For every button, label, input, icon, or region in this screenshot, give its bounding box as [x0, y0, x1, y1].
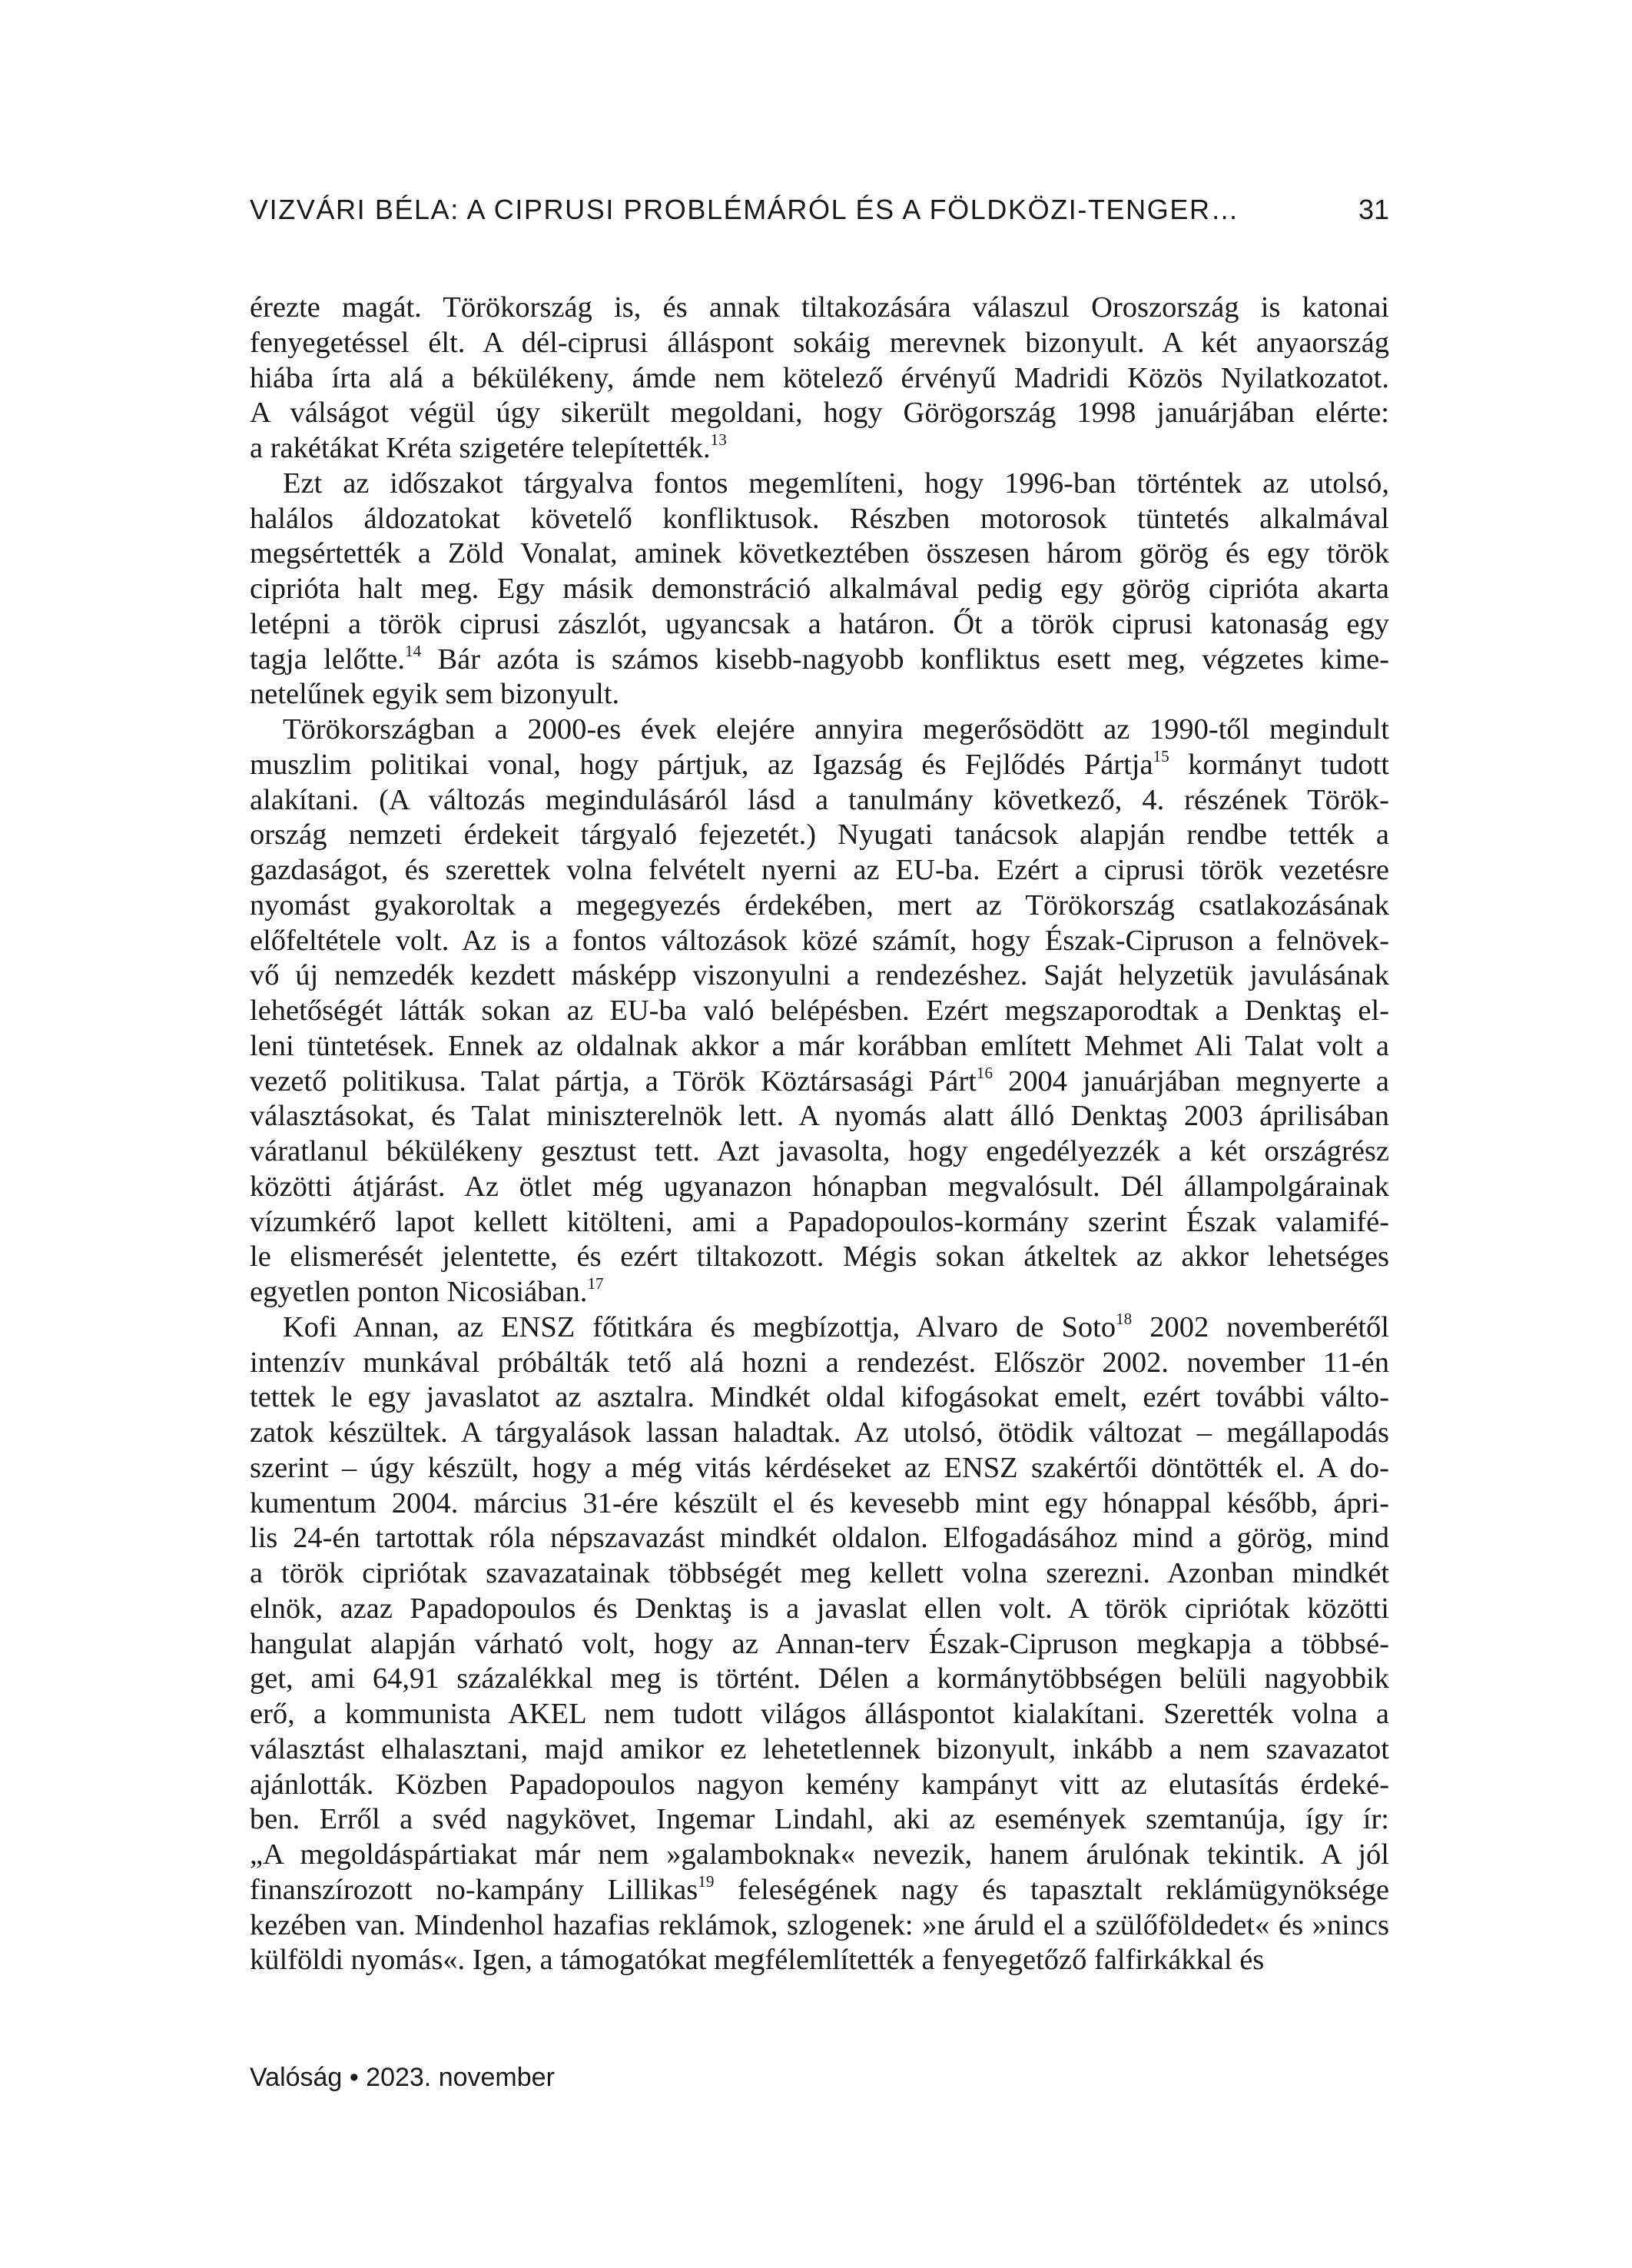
text-line	[250, 1802, 1389, 1838]
issue-date: 2023. november	[366, 2063, 555, 2092]
line-text: lis 24-én tartottak róla népszavazást mindkét oldalon. Elfogadásához mind a görög, mind	[250, 1522, 1389, 1555]
text-line	[250, 291, 1389, 326]
line-text: intenzív munkával próbálták tető alá hozni a rendezést. Először 2002. november 11-én	[250, 1346, 1389, 1379]
line-text: gazdaságot, és szerettek volna felvételt nyerni az EU-ba. Ezért a ciprusi török vezetésre	[250, 854, 1389, 886]
footnote-marker[interactable]: 14	[404, 642, 422, 660]
line-text: zatok készültek. A tárgyalások lassan haladtak. Az utolsó, ötödik változat – megállapodás	[250, 1416, 1389, 1449]
line-text-continued: 2002 novemberétől	[1132, 1310, 1389, 1343]
text-line	[250, 1662, 1389, 1697]
text-line	[250, 1134, 1389, 1170]
line-text: ben. Erről a svéd nagykövet, Ingemar Lindahl, aki az események szemtanúja, így ír:	[250, 1803, 1389, 1836]
article-body	[250, 291, 1389, 1978]
text-line	[250, 1732, 1389, 1768]
line-text: választást elhalasztani, majd amikor ez lehetetlennek bizonyult, inkább a nem szavazatot	[250, 1732, 1389, 1765]
text-line	[250, 924, 1389, 959]
line-text: közötti átjárást. Az ötlet még ugyanazon hónapban megvalósult. Dél állampolgárainak	[250, 1170, 1389, 1203]
line-text: netelűnek egyik sem bizonyult.	[250, 678, 620, 711]
bullet-separator: •	[349, 2063, 359, 2092]
text-line	[250, 1310, 1389, 1346]
journal-name: Valóság	[250, 2063, 343, 2092]
line-text: ajánlották. Közben Papadopoulos nagyon kemény kampányt vitt az elutasítás érdeké-	[250, 1768, 1389, 1801]
line-text: váratlanul békülékeny gesztust tett. Azt javasolta, hogy engedélyezzék a két országrész	[250, 1135, 1389, 1167]
text-line	[250, 748, 1389, 783]
line-text: érezte magát. Törökország is, és annak tiltakozására válaszul Oroszország is katonai	[250, 291, 1389, 324]
text-line	[250, 326, 1389, 361]
line-text-continued: Bár azóta is számos kisebb-nagyobb konfliktus esett meg, végzetes kime-	[421, 643, 1389, 676]
text-line	[250, 643, 1389, 678]
text-line	[250, 1697, 1389, 1732]
line-text: tagja lelőtte.	[250, 643, 405, 676]
page-number: 31	[1358, 194, 1389, 225]
footnote-marker[interactable]: 19	[698, 1872, 715, 1891]
line-text-continued: 2004 januárjában megnyerte a	[993, 1064, 1389, 1097]
paragraph	[250, 291, 1389, 467]
line-text: fenyegetéssel élt. A dél-ciprusi álláspont sokáig merevnek bizonyult. A két anyaország	[250, 326, 1389, 359]
text-line	[250, 677, 1389, 712]
line-text: A válságot végül úgy sikerült megoldani, hogy Görögország 1998 januárjában elérte:	[250, 397, 1389, 430]
line-text: leni tüntetések. Ennek az oldalnak akkor a már korábban említett Mehmet Ali Talat volt a	[250, 1029, 1389, 1062]
line-text-continued: kormányt tudott	[1169, 748, 1389, 781]
line-text: vezető politikusa. Talat pártja, a Török Köztársasági Párt	[250, 1064, 977, 1097]
text-line	[250, 783, 1389, 819]
text-line	[250, 431, 1389, 467]
text-line	[250, 572, 1389, 607]
text-line	[250, 1380, 1389, 1416]
line-text: get, ami 64,91 százalékkal meg is történt. Délen a kormánytöbbségen belüli nagyobbik	[250, 1662, 1389, 1695]
footnote-marker[interactable]: 17	[587, 1275, 604, 1293]
running-title: VIZVÁRI BÉLA: A CIPRUSI PROBLÉMÁRÓL ÉS A FÖLDKÖZI-TENGER…	[250, 194, 1240, 225]
text-line	[250, 1170, 1389, 1205]
line-text: le elismerését jelentette, és ezért tiltakozott. Mégis sokan átkeltek az akkor lehetséges	[250, 1240, 1389, 1273]
text-line	[250, 888, 1389, 924]
text-line	[250, 818, 1389, 853]
line-text: elnök, azaz Papadopoulos és Denktaş is a javaslat ellen volt. A török cipriótak közötti	[250, 1592, 1389, 1625]
running-header	[250, 194, 1389, 224]
line-text: a rakétákat Kréta szigetére telepítették.	[250, 432, 711, 464]
line-text: finanszírozott no-kampány Lillikas	[250, 1873, 698, 1906]
line-text: megsértették a Zöld Vonalat, aminek következtében összesen három görög és egy török	[250, 537, 1389, 570]
text-line	[250, 1943, 1389, 1978]
footnote-marker[interactable]: 13	[710, 431, 727, 450]
line-text: előfeltétele volt. Az is a fontos változások közé számít, hogy Észak-Cipruson a felnövek-	[250, 924, 1389, 957]
line-text: halálos áldozatokat követelő konfliktusok. Részben motorosok tüntetés alkalmával	[250, 502, 1389, 535]
line-text: Törökországban a 2000-es évek elejére annyira megerősödött az 1990-től megindult	[283, 713, 1389, 745]
text-line	[250, 1416, 1389, 1451]
line-text: a török cipriótak szavazatainak többségét meg kellett volna szerezni. Azonban mindkét	[250, 1557, 1389, 1589]
paragraph	[250, 467, 1389, 712]
footnote-marker[interactable]: 16	[976, 1064, 993, 1082]
text-line	[250, 1521, 1389, 1556]
text-line	[250, 853, 1389, 888]
text-line	[250, 1275, 1389, 1310]
text-line	[250, 1908, 1389, 1944]
text-line	[250, 1838, 1389, 1873]
line-text: alakítani. (A változás megindulásáról lásd a tanulmány következő, 4. részének Török-	[250, 783, 1389, 816]
text-line	[250, 361, 1389, 397]
text-line	[250, 958, 1389, 994]
line-text: ciprióta halt meg. Egy másik demonstráció alkalmával pedig egy görög ciprióta akarta	[250, 573, 1389, 605]
line-text: külföldi nyomás«. Igen, a támogatókat megfélemlítették a fenyegetőző falfirkákkal és	[250, 1944, 1265, 1977]
text-line	[250, 396, 1389, 431]
paragraph	[250, 712, 1389, 1310]
text-line	[250, 1627, 1389, 1662]
line-text: ország nemzeti érdekeit tárgyaló fejezetét.) Nyugati tanácsok alapján rendbe tették a	[250, 819, 1389, 852]
line-text-continued: feleségének nagy és tapasztalt reklámügynöksége	[714, 1873, 1389, 1906]
line-text: egyetlen ponton Nicosiában.	[250, 1276, 588, 1308]
text-line	[250, 1205, 1389, 1240]
line-text: letépni a török ciprusi zászlót, ugyancsak a határon. Őt a török ciprusi katonaság egy	[250, 607, 1389, 640]
line-text: vő új nemzedék kezdett másképp viszonyulni a rendezéshez. Saját helyzetük javulásának	[250, 959, 1389, 992]
line-text: erő, a kommunista AKEL nem tudott világos álláspontot kialakítani. Szerették volna a	[250, 1698, 1389, 1730]
line-text: Kofi Annan, az ENSZ főtitkára és megbízottja, Alvaro de Soto	[283, 1310, 1116, 1343]
text-line	[250, 994, 1389, 1029]
line-text: „A megoldáspártiakat már nem »galamboknak« nevezik, hanem árulónak tekintik. A jól	[250, 1838, 1389, 1871]
footnote-marker[interactable]: 15	[1153, 747, 1169, 765]
text-line	[250, 1451, 1389, 1486]
line-text: hangulat alapján várható volt, hogy az Annan-terv Észak-Cipruson megkapja a többsé-	[250, 1627, 1389, 1660]
paragraph	[250, 1310, 1389, 1978]
line-text: választásokat, és Talat miniszterelnök lett. A nyomás alatt álló Denktaş 2003 áprilisában	[250, 1100, 1389, 1133]
text-line	[250, 1346, 1389, 1381]
text-line	[250, 1064, 1389, 1100]
page-footer	[250, 2063, 555, 2093]
text-line	[250, 1029, 1389, 1064]
line-text: Ezt az időszakot tárgyalva fontos megemlíteni, hogy 1996-ban történtek az utolsó,	[283, 467, 1389, 500]
text-line	[250, 536, 1389, 572]
text-line	[250, 607, 1389, 643]
text-line	[250, 1486, 1389, 1522]
text-line	[250, 502, 1389, 537]
text-line	[250, 712, 1389, 748]
text-line	[250, 1099, 1389, 1134]
line-text: lehetőségét látták sokan az EU-ba való belépésben. Ezért megszaporodtak a Denktaş el-	[250, 995, 1389, 1027]
line-text: nyomást gyakoroltak a megegyezés érdekében, mert az Törökország csatlakozásának	[250, 888, 1389, 921]
line-text: tettek le egy javaslatot az asztalra. Mindkét oldal kifogásokat emelt, ezért további válto-	[250, 1381, 1389, 1414]
line-text: hiába írta alá a békülékeny, ámde nem kötelező érvényű Madridi Közös Nyilatkozatot.	[250, 361, 1389, 394]
text-line	[250, 1240, 1389, 1275]
footnote-marker[interactable]: 18	[1116, 1310, 1133, 1328]
text-line	[250, 1768, 1389, 1803]
text-line	[250, 467, 1389, 502]
line-text: muszlim politikai vonal, hogy pártjuk, az Igazság és Fejlődés Pártja	[250, 748, 1153, 781]
line-text: kumentum 2004. március 31-ére készült el és kevesebb mint egy hónappal később, ápri-	[250, 1486, 1389, 1519]
line-text: vízumkérő lapot kellett kitölteni, ami a Papadopoulos-kormány szerint Észak valamifé-	[250, 1205, 1389, 1238]
line-text: szerint – úgy készült, hogy a még vitás kérdéseket az ENSZ szakértői döntötték el. A do-	[250, 1451, 1389, 1484]
text-line	[250, 1556, 1389, 1592]
text-line	[250, 1592, 1389, 1627]
line-text: kezében van. Mindenhol hazafias reklámok, szlogenek: »ne áruld el a szülőföldedet« és »nincs	[250, 1908, 1389, 1941]
text-line	[250, 1873, 1389, 1908]
